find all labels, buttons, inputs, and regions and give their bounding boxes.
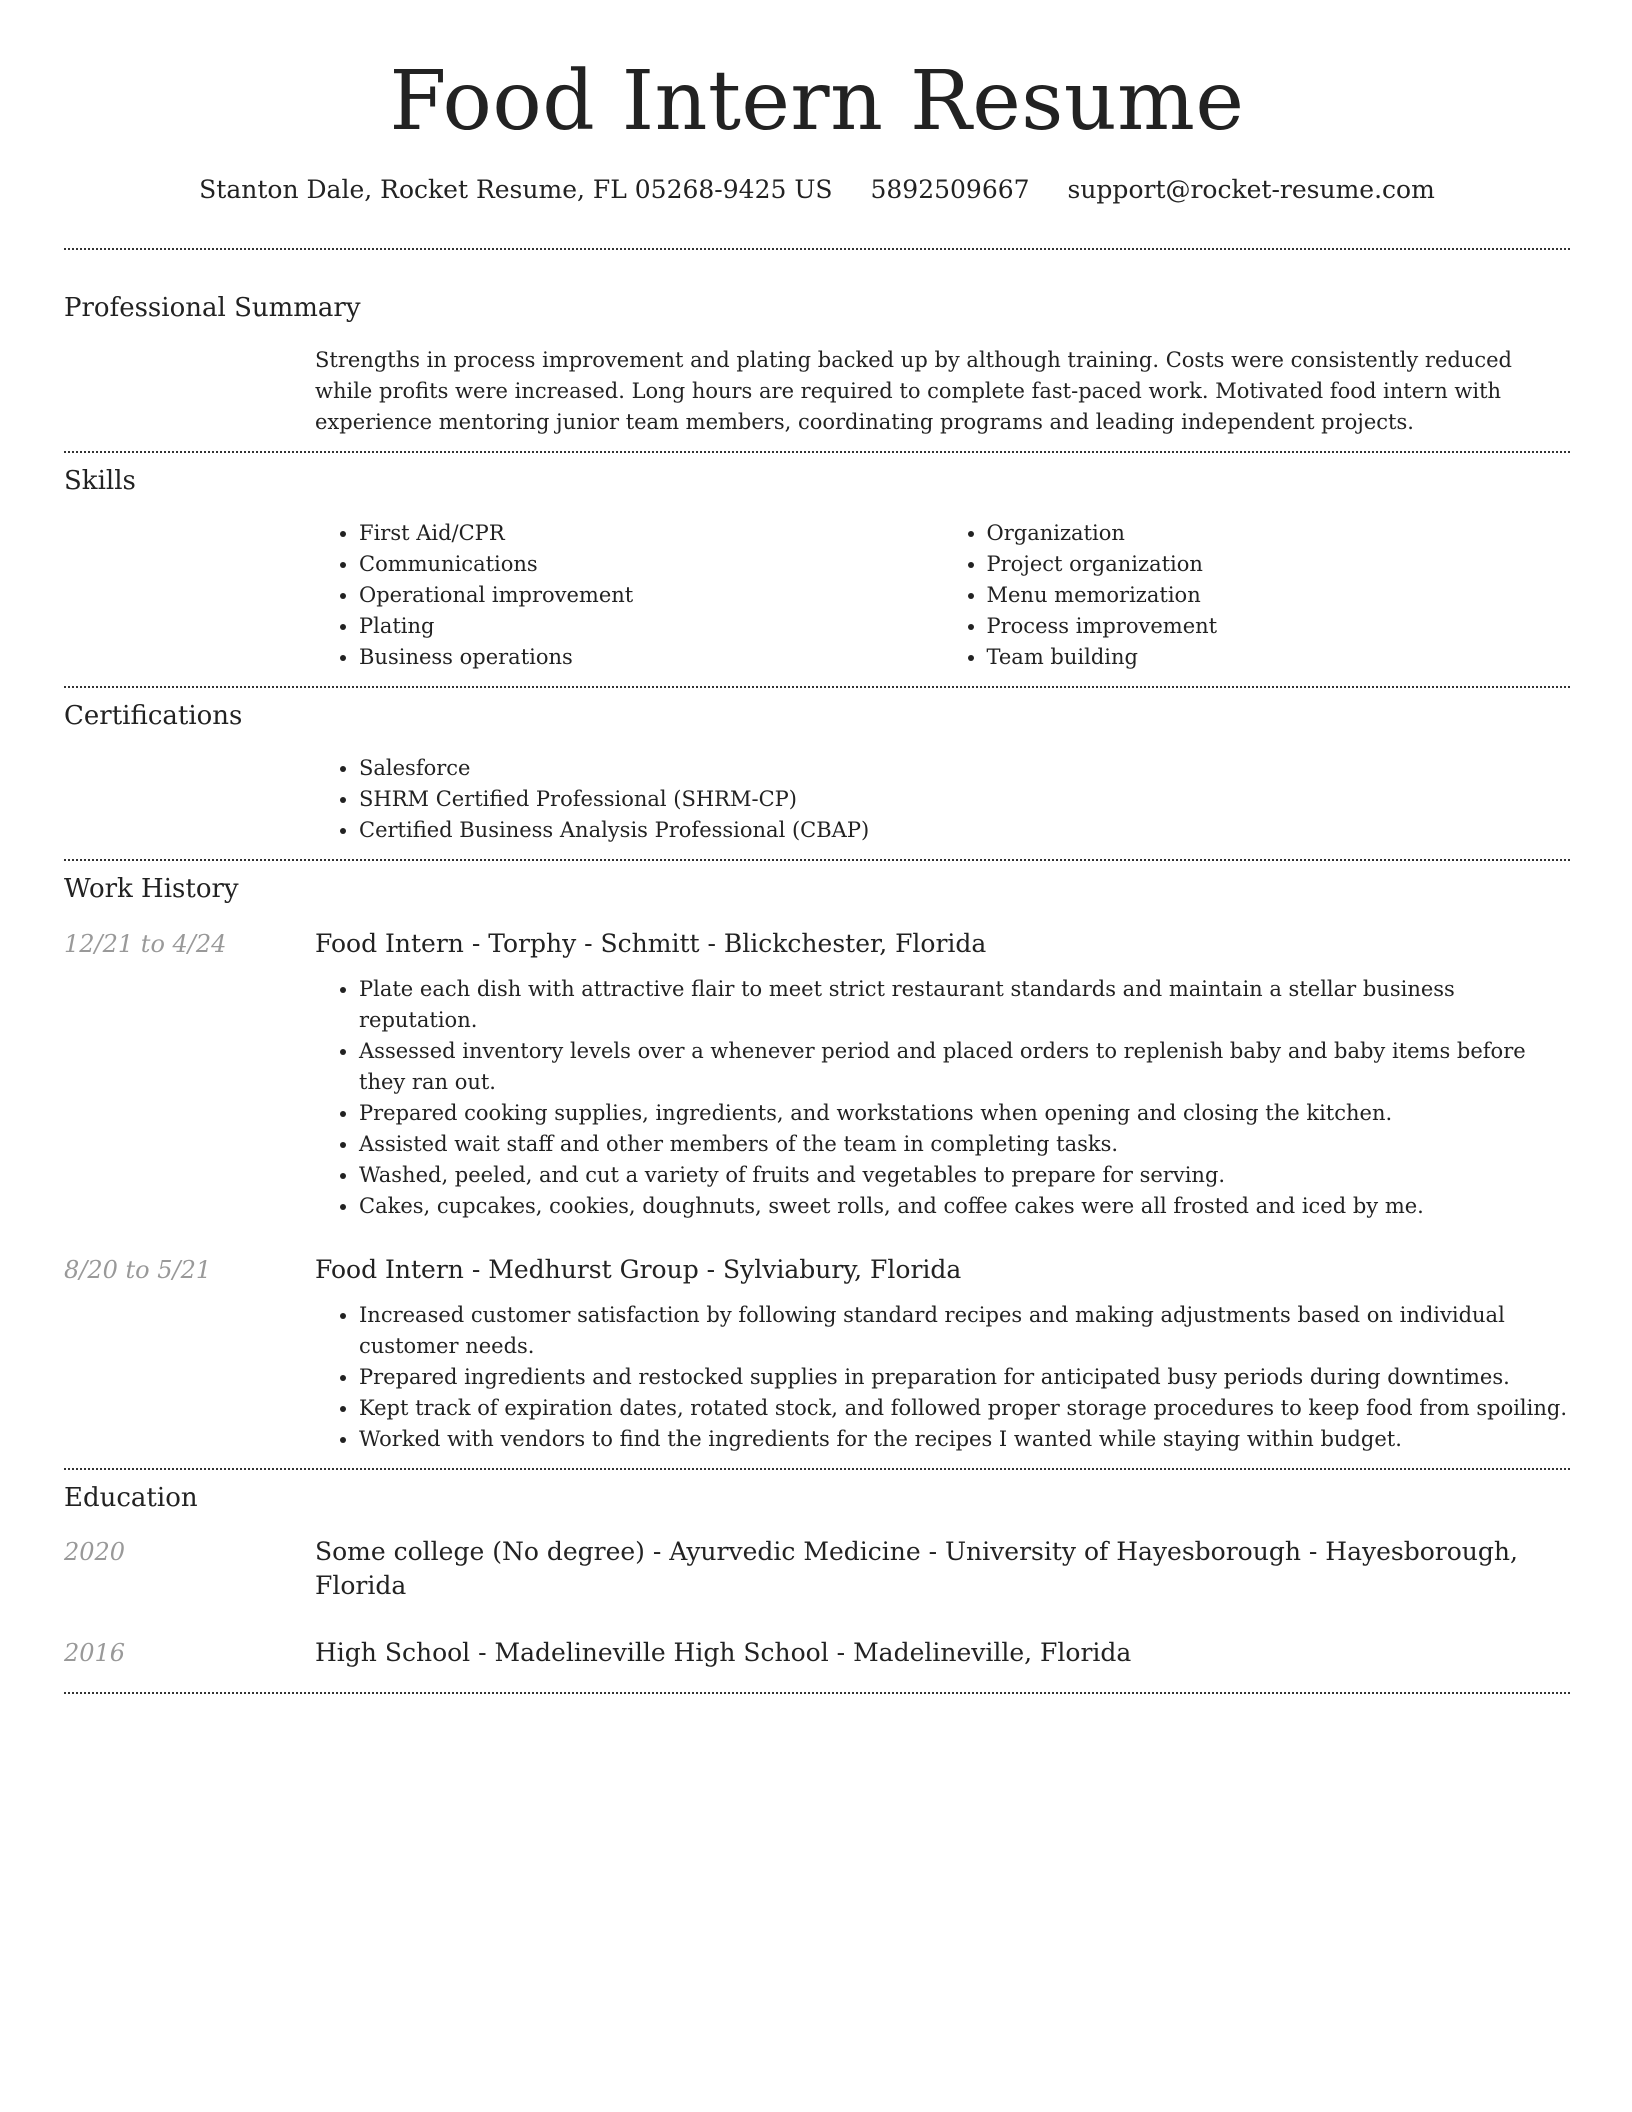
education-text: High School - Madelineville High School - Madelineville, Florida	[315, 1638, 1132, 1667]
divider	[64, 686, 1570, 688]
section-heading-education: Education	[64, 1483, 198, 1513]
skills-grid	[315, 518, 1570, 673]
education-entry	[64, 1636, 1570, 1670]
job-bullet: • Cakes, cupcakes, cookies, doughnuts, sweet rolls, and coffee cakes were all frosted and iced by me.	[359, 1191, 1570, 1222]
skill-item: • Business operations	[359, 642, 943, 673]
certifications-section	[64, 699, 1570, 846]
section-heading-certifications: Certifications	[64, 701, 243, 731]
job-bullet: • Worked with vendors to find the ingredients for the recipes I wanted while staying within budget.	[359, 1424, 1570, 1455]
resume-page	[64, 0, 1570, 1694]
divider	[64, 1692, 1570, 1694]
skill-item: • Process improvement	[987, 611, 1571, 642]
job-dates: 8/20 to 5/21	[64, 1256, 212, 1284]
education-year: 2016	[64, 1639, 126, 1667]
job-entry	[64, 1253, 1570, 1455]
job-bullet: • Kept track of expiration dates, rotated stock, and followed proper storage procedures to keep food from spoiling.	[359, 1393, 1570, 1424]
skills-section	[64, 464, 1570, 673]
divider	[64, 859, 1570, 861]
job-dates: 12/21 to 4/24	[64, 930, 227, 958]
skill-item: • Project organization	[987, 549, 1571, 580]
job-bullet: • Assessed inventory levels over a whenever period and placed orders to replenish baby and baby items before they ran out.	[359, 1036, 1570, 1098]
certifications-list	[315, 753, 1570, 846]
job-bullet: • Prepared cooking supplies, ingredients, and workstations when opening and closing the kitchen.	[359, 1098, 1570, 1129]
divider	[64, 451, 1570, 453]
job-title: Food Intern - Medhurst Group - Sylviabury, Florida	[315, 1255, 962, 1284]
certifications-body	[315, 753, 1570, 846]
work-section	[64, 872, 1570, 1455]
job-bullet: • Prepared ingredients and restocked supplies in preparation for anticipated busy periods during downtimes.	[359, 1362, 1570, 1393]
certification-item: • Certified Business Analysis Professional (CBAP)	[359, 815, 1570, 846]
contact-line	[64, 172, 1570, 208]
job-details	[315, 974, 1570, 1222]
education-entry	[64, 1535, 1570, 1603]
job-bullet: • Plate each dish with attractive flair to meet strict restaurant standards and maintain a stellar business reputation.	[359, 974, 1570, 1036]
contact-address: Stanton Dale, Rocket Resume, FL 05268-9425 US	[199, 175, 833, 204]
resume-title: Food Intern Resume	[389, 54, 1245, 149]
skill-item: • Menu memorization	[987, 580, 1571, 611]
education-year: 2020	[64, 1538, 126, 1566]
certification-item: • Salesforce	[359, 753, 1570, 784]
skill-item: • Plating	[359, 611, 943, 642]
job-title: Food Intern - Torphy - Schmitt - Blickchester, Florida	[315, 929, 987, 958]
section-heading-work: Work History	[64, 874, 239, 904]
job-bullet: • Increased customer satisfaction by following standard recipes and making adjustments based on individual customer needs.	[359, 1300, 1570, 1362]
skill-item: • Operational improvement	[359, 580, 943, 611]
skill-item: • Team building	[987, 642, 1571, 673]
summary-section	[64, 291, 1570, 438]
divider	[64, 1468, 1570, 1470]
contact-email: support@rocket-resume.com	[1067, 175, 1435, 204]
job-header	[64, 1253, 1570, 1287]
contact-phone: 5892509667	[870, 175, 1030, 204]
job-bullet: • Washed, peeled, and cut a variety of fruits and vegetables to prepare for serving.	[359, 1160, 1570, 1191]
job-header	[64, 927, 1570, 961]
job-details	[315, 1300, 1570, 1455]
job-bullet: • Assisted wait staff and other members of the team in completing tasks.	[359, 1129, 1570, 1160]
certification-item: • SHRM Certified Professional (SHRM-CP)	[359, 784, 1570, 815]
skill-item: • First Aid/CPR	[359, 518, 943, 549]
job-bullets	[315, 974, 1570, 1222]
job-entry	[64, 927, 1570, 1222]
job-bullets	[315, 1300, 1570, 1455]
skills-list-left	[315, 518, 943, 673]
education-section	[64, 1481, 1570, 1670]
divider	[64, 248, 1570, 250]
skills-list-right	[943, 518, 1571, 673]
summary-text: Strengths in process improvement and plating backed up by although training. Costs were consistently reduced while profits were increased. Long hours are required to complete fast-paced work. Motivated food intern with experience mentoring junior team members, coordinating programs and leading independent projects.	[315, 348, 1512, 434]
skill-item: • Communications	[359, 549, 943, 580]
section-heading-skills: Skills	[64, 466, 136, 496]
section-heading-summary: Professional Summary	[64, 293, 361, 323]
education-text: Some college (No degree) - Ayurvedic Medicine - University of Hayesborough - Hayesborough, Florida	[315, 1537, 1518, 1600]
summary-body	[315, 345, 1570, 438]
skill-item: • Organization	[987, 518, 1571, 549]
